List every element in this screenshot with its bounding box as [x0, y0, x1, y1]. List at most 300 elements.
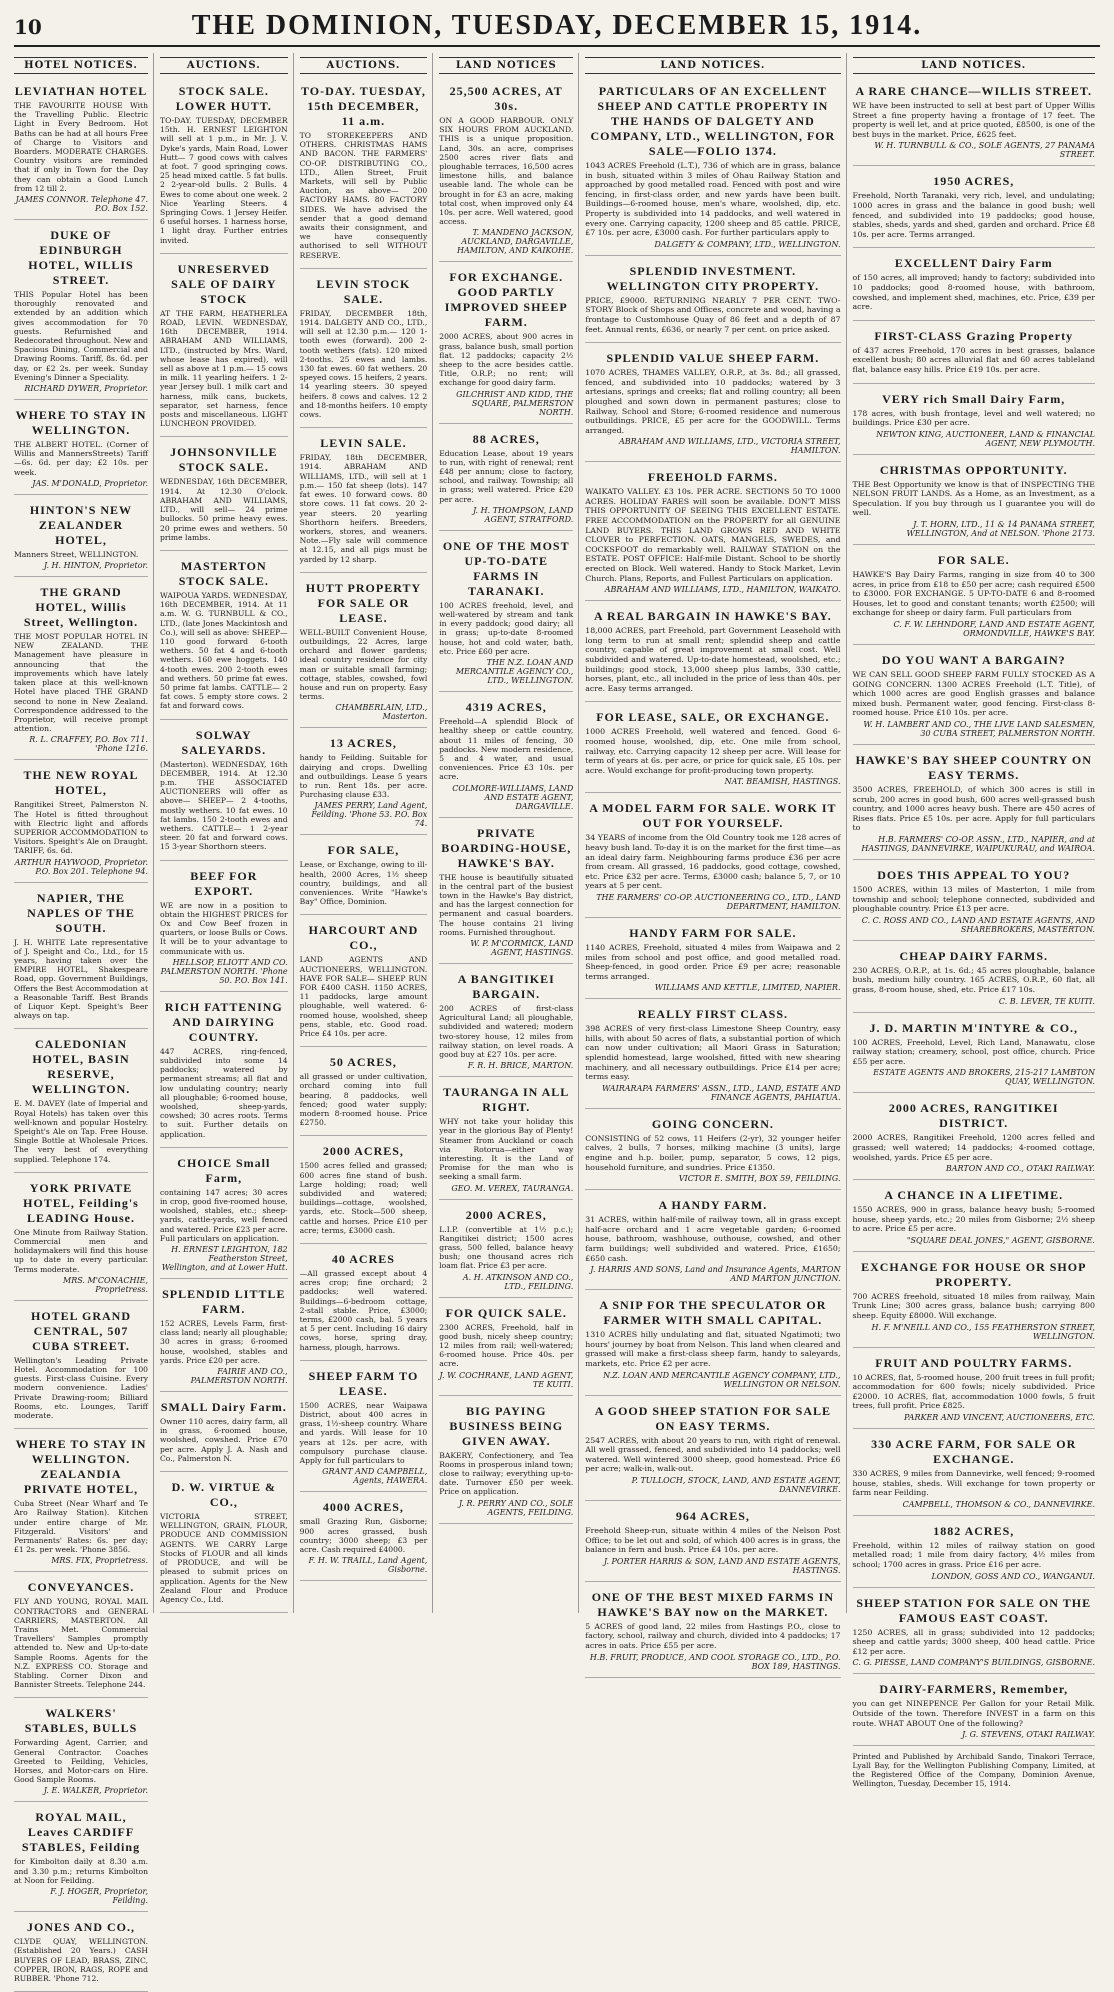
- ad-heading: A RARE CHANCE—WILLIS STREET.: [855, 84, 1092, 98]
- ad-signature: WILLIAMS AND KETTLE, LIMITED, NAPIER.: [654, 983, 841, 993]
- ad-signature: JAS. M'DONALD, Proprietor.: [32, 478, 148, 488]
- ad-body: 1250 ACRES, all in grass; subdivided into 12 paddocks; sheep and cattle yards; 3000 sheep, 400 head cattle. Price £12 per acre.: [852, 1627, 1095, 1656]
- ad-signature: ESTATE AGENTS AND BROKERS, 215-217 LAMBTON QUAY, WELLINGTON.: [873, 1068, 1095, 1087]
- ad-signature: PARKER AND VINCENT, AUCTIONEERS, ETC.: [904, 1413, 1095, 1423]
- advertisement: [14, 1576, 148, 1698]
- ad-heading: 50 ACRES,: [329, 1055, 397, 1070]
- advertisement: [585, 80, 840, 256]
- ad-body: handy to Feilding. Suitable for dairying and crops. Dwelling and outbuildings. Lease 5 years to run. Rent 18s. per acre. Purchasing clause £33.: [299, 753, 428, 800]
- advertisement: [14, 80, 148, 220]
- ad-signature: FAIRIE AND CO., PALMERSTON NORTH.: [190, 1367, 288, 1386]
- advertisement: [14, 1433, 148, 1572]
- section-heading-auctions-2: AUCTIONS.: [300, 57, 428, 74]
- ad-heading: NAPIER, THE NAPLES OF THE SOUTH.: [27, 890, 135, 935]
- ad-signature: J. T. HORN, LTD., 11 & 14 PANAMA STREET, WELLINGTON, And at NELSON. 'Phone 2173.: [906, 520, 1095, 539]
- ad-body: WEDNESDAY, 16th DECEMBER, 1914. At 12.30 O'clock. ABRAHAM AND WILLIAMS, LTD., will sell— 24 prime bullocks. 50 prime heavy ewes. 20 prime ewes and wethers. 50 prime lambs.: [160, 477, 288, 542]
- advertisement: [585, 1113, 840, 1190]
- ad-heading: TO-DAY. TUESDAY, 15th DECEMBER, 11 a.m.: [301, 84, 426, 128]
- ad-heading: CHOICE Small Farm,: [177, 1155, 271, 1185]
- ad-signature: J. R. PERRY AND CO., SOLE AGENTS, FEILDING.: [458, 1498, 574, 1517]
- advertisement: [439, 80, 573, 262]
- ad-signature: "SQUARE DEAL JONES," AGENT, GISBORNE.: [906, 1235, 1095, 1245]
- ad-body: 330 ACRES, 9 miles from Dannevirke, well fenced; 9-roomed house, stables, sheds. Will exchange for town property or farm near Feilding.: [852, 1469, 1095, 1498]
- ad-signature: WAIRARAPA FARMERS' ASSN., LTD., LAND, ESTATE AND FINANCE AGENTS, PAHIATUA.: [601, 1083, 841, 1102]
- ad-body: Owner 110 acres, dairy farm, all in grass, 6-roomed house, woolshed, cowshed. Price £70 per acre. Apply J. A. Nash and Co., Palmerston N.: [160, 1417, 288, 1463]
- advertisement: [585, 466, 840, 601]
- ad-heading: FOR SALE.: [937, 553, 1010, 568]
- advertisement: [14, 1702, 148, 1802]
- ad-body: 152 ACRES, Levels Farm, first-class land; nearly all ploughable; 30 acres in grass; 6-roomed house, woolshed, stables and yards. Price £20 per acre.: [160, 1319, 288, 1365]
- advertisement: [439, 1081, 573, 1199]
- advertisement: [160, 1152, 288, 1279]
- ad-body: 18,000 ACRES, part Freehold, part Government Leasehold with long term to run at small rent; splendid sheep and cattle country, capable of great improvement at small cost. Well subdivided and watered. Up-to-date homestead, woolshed, etc.; buildings; good stock, 13,000 sheep plus lambs, 330 cattle, horses, plant, etc., all included in the price of less than 40s. per acre. Easy terms arranged.: [585, 626, 841, 693]
- advertisement: [585, 797, 840, 918]
- advertisement: [853, 1678, 1095, 1746]
- ad-body: J. H. WHITE Late representative of J. Speight and Co., Ltd., for 15 years, having taken over the EMPIRE HOTEL, Shakespeare Road, opp. Government Buildings, Offers the Best Accommodation at a Reasonable Tariff. Best Brands of Liquor Kept. Speight's Beer always on tap.: [14, 937, 148, 1021]
- advertisement: [853, 1256, 1095, 1348]
- ad-body: FLY AND YOUNG, ROYAL MAIL CONTRACTORS and GENERAL CARRIERS, MASTERTON. All Trains Met. Commercial Travellers' Samples promptly attended to. New and Up-to-date Sample Rooms. Agents for the N.Z. EXPRESS CO. Storage and Stabling. Corner Dixon and Bannister Streets. Telephone 244.: [14, 1597, 148, 1690]
- ad-body: BAKERY, Confectionery, and Tea Rooms in prosperous inland town; close to railway; everything up-to-date. Turnover £50 per week. Price on application.: [439, 1450, 574, 1497]
- ad-heading: WHERE TO STAY IN WELLINGTON.: [15, 408, 147, 438]
- ad-body: WE are now in a position to obtain the HIGHEST PRICES for Ox and Cow Beef frozen in quarters, or loose Bulls or Cows. It will be to your advantage to communicate with us.: [160, 900, 288, 956]
- ad-heading: FOR QUICK SALE.: [445, 1305, 567, 1320]
- advertisement: [160, 1396, 288, 1472]
- column-land-notices: [439, 53, 579, 1613]
- ad-heading: 964 ACRES,: [675, 1508, 750, 1523]
- ad-body: L.I.P. (convertible at 1½ p.c.); Rangitikei district; 1500 acres grass, 500 felled, balance heavy bush; one thousand acres rich loam flat. Price £3 per acre.: [439, 1224, 574, 1271]
- ad-body: Cuba Street (Near Wharf and Te Aro Railway Station). Kitchen under entire charge of Mr. Fitzgerald. Visitors' and Permanents' Rates: 6s. per day; £1 2s. per week. 'Phone 3856.: [14, 1499, 148, 1555]
- advertisement: [439, 428, 573, 531]
- advertisement: [300, 1496, 428, 1581]
- advertisement: [585, 1400, 840, 1501]
- ad-heading: WALKERS' STABLES, BULLS: [24, 1706, 138, 1736]
- ad-body: 200 ACRES of first-class Agricultural Land; all ploughable, subdivided and watered; modern two-storey house, 12 miles from railway station, on level roads. A good buy at £27 10s. per acre.: [439, 1003, 574, 1059]
- ad-body: 1043 ACRES Freehold (L.T.), 736 of which are in grass, balance in bush, situated within 3 miles of Ohau Railway Station and approached by good metalled road. Fenced with post and wire fencing, in first-class order, and new yards have been built. Buildings—6-roomed house, men's whare, woolshed, dip, etc. Property is subdivided into 14 paddocks, and well watered in every one. Carrying capacity, 1200 sheep and 85 cattle. PRICE, £7 10s. per acre, £3000 cash. For further particulars apply to: [585, 161, 841, 238]
- ad-signature: J. G. STEVENS, OTAKI RAILWAY.: [962, 1730, 1095, 1740]
- ad-signature: COLMORE-WILLIAMS, LAND AND ESTATE AGENT, DARGAVILLE.: [452, 783, 574, 811]
- ad-body: WAIKATO VALLEY. £3 10s. PER ACRE. SECTIONS 50 TO 1000 ACRES. HOLIDAY FARES will soon be available. DON'T MISS THIS OPPORTUNITY OF SEEING THIS EXCELLENT ESTATE. FREE ACCOMMODATION on the PROPERTY for all GENUINE LAND BUYERS. THIS LAND GROWS RED AND WHITE CLOVER to PERFECTION. OATS, MANGELS, SWEDES, and COCKSFOOT do remarkably well. RAILWAY STATION on the ESTATE. POST OFFICE: Half-mile Distant. School to be shortly erected on Block. Well watered. Handy to Stock Market, Levin Church. Plans, Reports, and Fullest Particulars on application.: [585, 487, 841, 583]
- ad-signature: BARTON AND CO., OTAKI RAILWAY.: [945, 1164, 1095, 1174]
- ad-signature: F. R. H. BRICE, MARTON.: [467, 1061, 574, 1071]
- ad-body: (Masterton). WEDNESDAY, 16th DECEMBER, 1914. At 12.30 p.m. THE ASSOCIATED AUCTIONEERS will offer as above— SHEEP— 2 4-tooths, mostly wethers. 10 fat ewes. 10 fat lambs. 150 2-tooth ewes and wethers. CATTLE— 1 2-year steer. 20 fat and forward cows. 15 3-year Shorthorn steers.: [160, 759, 288, 852]
- ad-body: 1500 ACRES, within 13 miles of Masterton, 1 mile from township and school; telephone connected, subdivided and ploughable country. Price £13 per acre.: [852, 884, 1095, 914]
- ad-body: Freehold, North Taranaki, very rich, level, and undulating; 1000 acres in grass and the balance in good bush; well fenced, and subdivided into 19 paddocks; good house, stables, sheds, yards and shed, garden and orchard. Price £8 10s. per acre. Terms arranged.: [852, 191, 1095, 239]
- ad-heading: A MODEL FARM FOR SALE. WORK IT OUT FOR YOURSELF.: [589, 801, 837, 831]
- ad-body: PRICE, £9000. RETURNING NEARLY 7 PER CENT. TWO-STORY Block of Shops and Offices, concrete and wood, having a frontage to Customhouse Quay of 86 feet and a depth of 87 feet. Annual rents, £636, or nearly 7 per cent. on price asked.: [585, 295, 841, 334]
- advertisement: [14, 1916, 148, 1992]
- newspaper-title: THE DOMINION, TUESDAY, DECEMBER 15, 1914.: [191, 10, 923, 41]
- ad-signature: MRS. M'CONACHIE, Proprietress.: [63, 1275, 148, 1294]
- ad-body: 700 ACRES freehold, situated 18 miles from railway, Main Trunk Line; 300 acres grass, balance bush; carrying 800 sheep. Equity £8000. Will exchange.: [852, 1291, 1095, 1321]
- ad-heading: 330 ACRE FARM, FOR SALE OR EXCHANGE.: [871, 1437, 1077, 1467]
- advertisement: [14, 404, 148, 495]
- ad-signature: RICHARD DYWER, Proprietor.: [24, 384, 148, 394]
- ad-body: 3500 ACRES, FREEHOLD, of which 300 acres is still in scrub, 200 acres in good bush, 600 acres well-grassed bush country, and 1000 acres heavy bush. There are 450 acres of Rises flats. Price £5 10s. per acre. Apply for full particulars to: [852, 785, 1095, 833]
- ad-body: Wellington's Leading Private Hotel. Accommodation for 100 guests. First-class Cuisine. Every modern convenience. Ladies' Private Drawing-room; Billiard Rooms, etc. Lounges, Tariff moderate.: [14, 1355, 148, 1421]
- ad-heading: BIG PAYING BUSINESS BEING GIVEN AWAY.: [449, 1403, 564, 1448]
- ad-body: Education Lease, about 19 years to run, with right of renewal; rent £48 per annum; close to factory, school, and railway. Township; all in grass; well watered. Price £20 per acre.: [439, 448, 574, 504]
- section-heading-auctions: AUCTIONS.: [160, 57, 288, 74]
- page-number: 10: [14, 15, 42, 39]
- ad-body: THE house is beautifully situated in the central part of the busiest town in the Hawke's Bay district, and has the largest connection for permanent and casual boarders. The house contains 21 living rooms. Furnished throughout.: [439, 872, 574, 937]
- advertisement: [300, 1248, 428, 1361]
- advertisement: [160, 996, 288, 1148]
- ad-body: TO STOREKEEPERS AND OTHERS. CHRISTMAS HAMS AND BACON. THE FARMERS' CO-OP. DISTRIBUTING CO., LTD., Allen Street, Fruit Markets, will sell by Public Auction, as above— 200 FACTORY HAMS. 80 FACTORY SIDES. We have advised the sender that a good demand awaits their consignment, and we have consequently authorised to sell WITHOUT RESERVE.: [299, 131, 428, 260]
- ad-heading: A SNIP FOR THE SPECULATOR OR FARMER WITH SMALL CAPITAL.: [599, 1298, 827, 1328]
- ad-heading: CHRISTMAS OPPORTUNITY.: [879, 462, 1068, 477]
- ad-body: Freehold—A splendid Block of healthy sheep or cattle country, about 11 miles of fencing, 30 paddocks. New modern residence, 5 and 4 water, and usual conveniences. Price £3 10s. per acre.: [439, 717, 574, 782]
- ad-signature: HELLSOP, ELIOTT AND CO. PALMERSTON NORTH. 'Phone 50. P.O. Box 141.: [160, 957, 288, 985]
- ad-body: 398 ACRES of very first-class Limestone Sheep Country, easy hills, with about 50 acres of flats, a substantial portion of which can now under cultivation; all Maori Grass in Saturation; splendid homestead, large woolshed, fitted with new shearing machinery, and all necessary outbuildings. Price £14 per acre; terms easy.: [585, 1024, 841, 1082]
- column-land-notices-2: [585, 53, 846, 1671]
- ad-signature: J. PORTER HARRIS & SON, LAND AND ESTATE AGENTS, HASTINGS.: [603, 1556, 841, 1575]
- ad-signature: THE FARMERS' CO-OP. AUCTIONEERING CO., LTD., LAND DEPARTMENT, HAMILTON.: [596, 892, 841, 911]
- advertisement: [14, 224, 148, 400]
- ad-heading: 40 ACRES: [331, 1252, 395, 1267]
- advertisement: [853, 749, 1095, 860]
- ad-body: 230 ACRES, O.R.P., at 1s. 6d.; 45 acres ploughable, balance bush, medium hilly country. 165 ACRES, O.R.P., 60 flat, all grass, 8-room house, shed, etc. Price £17 10s.: [852, 965, 1095, 994]
- ad-heading: A BANGITIKEI BARGAIN.: [457, 971, 555, 1001]
- advertisement: [853, 80, 1095, 166]
- ad-body: 34 YEARS of income from the Old Country took me 128 acres of heavy bush land. To-day it is on the market for the first time—as an ideal dairy farm. Neighbouring farms produce £36 per acre from cream. All grassed, 16 paddocks, good cottage, cowshed, etc. Price £32 per acre. Terms, £3000 cash; balance 5, 7, or 10 years at 5 per cent.: [585, 833, 841, 891]
- ad-heading: SPLENDID LITTLE FARM.: [162, 1287, 286, 1317]
- ad-heading: YORK PRIVATE HOTEL, Feilding's LEADING House.: [23, 1180, 139, 1225]
- column-auctions-2: [300, 53, 434, 1613]
- ad-body: Freehold, within 12 miles of railway station on good metalled road; 1 mile from dairy factory, 4½ miles from school; 1700 acres in grass. Price £16 per acre.: [852, 1540, 1095, 1569]
- advertisement: [160, 1283, 288, 1392]
- ad-heading: SOLWAY SALEYARDS.: [181, 727, 267, 757]
- advertisement: [14, 1177, 148, 1301]
- ad-body: you can get NINEPENCE Per Gallon for your Retail Milk. Outside of the town. Therefore INVEST in a farm on this route. WHAT ABOUT One of the following?: [852, 1699, 1095, 1728]
- ad-signature: GILCHRIST AND KIDD, THE SQUARE, PALMERSTON NORTH.: [456, 389, 574, 417]
- ad-signature: ARTHUR HAYWOOD, Proprietor. P.O. Box 201. Telephone 94.: [14, 857, 148, 876]
- advertisement: [160, 1476, 288, 1613]
- ad-body: 2547 ACRES, with about 20 years to run, with right of renewal. All well grassed, fenced, and subdivided into 14 paddocks; well watered. Well wintered 3000 sheep, good homestead. Price £6 per acre; walk-in, walk-out.: [585, 1435, 841, 1474]
- ad-heading: A GOOD SHEEP STATION FOR SALE ON EASY TERMS.: [594, 1403, 832, 1433]
- ad-signature: H. F. M'NEILL AND CO., 155 FEATHERSTON STREET, WELLINGTON.: [871, 1322, 1095, 1341]
- advertisement: [14, 499, 148, 577]
- advertisement: [439, 696, 573, 817]
- advertisement: [585, 260, 840, 343]
- ad-heading: HINTON'S NEW ZEALANDER HOTEL,: [29, 502, 133, 547]
- advertisement: [585, 706, 840, 793]
- advertisement: [160, 865, 288, 992]
- advertisement: [439, 1302, 573, 1396]
- section-heading-land-2: LAND NOTICES.: [585, 57, 840, 74]
- ad-body: One Minute from Railway Station. Commercial men and holidaymakers will find this house up to date in every particular. Terms moderate.: [14, 1227, 148, 1274]
- ad-heading: 88 ACRES,: [472, 431, 540, 446]
- advertisement: [160, 724, 288, 861]
- masthead: [14, 10, 1100, 47]
- ad-body: 1550 ACRES, 900 in grass, balance heavy bush; 5-roomed house, sheep yards, etc.; 20 miles from Gisborne; 2½ sheep to acre. Price £5 per acre.: [852, 1205, 1095, 1234]
- ad-body: FRIDAY, 18th DECEMBER, 1914. ABRAHAM AND WILLIAMS, LTD., will sell at 1 p.m.— 150 fat sheep (lots). 147 fat ewes. 10 forward cows. 80 store cows. 11 fat cows. 20 2-year steers. 20 yearling Shorthorn heifers. Breeders, workers, stores, and weaners. Note.—Fly sale will commence at 12.15, and all pigs must be yarded by 12 sharp.: [299, 453, 428, 564]
- ad-heading: CALEDONIAN HOTEL, BASIN RESERVE, WELLINGTON.: [31, 1037, 131, 1097]
- ad-signature: J. H. THOMPSON, LAND AGENT, STRATFORD.: [472, 505, 574, 524]
- ad-signature: J. HARRIS AND SONS, Land and Insurance Agents, MARTON AND MARTON JUNCTION.: [590, 1265, 841, 1284]
- ad-body: 1070 ACRES, THAMES VALLEY, O.R.P., at 3s. 8d.; all grassed, fenced, and subdivided into 10 paddocks; watered by 3 artesians, springs and creeks; flat and rolling country; all been ploughed and sown down in permanent pastures; close to Railway, School and Store; 6-roomed residence and numerous outbuildings. PRICE, £5 per acre for the GOODWILL. Terms arranged.: [585, 368, 841, 435]
- advertisement: [300, 732, 428, 835]
- column-land-notices-3: [852, 53, 1100, 1789]
- advertisement: [300, 80, 428, 269]
- advertisement: [585, 922, 840, 999]
- ad-body: 100 ACRES, Freehold, Level, Rich Land, Manawatu, close railway station; creamery, school, post office, church. Price £55 per acre.: [852, 1037, 1095, 1066]
- ad-signature: C. C. ROSS AND CO., LAND AND ESTATE AGENTS, AND SHAREBROKERS, MASTERTON.: [861, 915, 1095, 934]
- ad-heading: ROYAL MAIL, Leaves CARDIFF STABLES, Feilding: [21, 1810, 141, 1855]
- ad-heading: 1950 ACRES,: [933, 174, 1015, 189]
- advertisement: [160, 80, 288, 254]
- advertisement: [300, 1140, 428, 1244]
- ad-heading: REALLY FIRST CLASS.: [637, 1007, 789, 1022]
- advertisement: [14, 887, 148, 1030]
- ad-heading: RICH FATTENING AND DAIRYING COUNTRY.: [164, 999, 283, 1044]
- ad-body: for Kimbolton daily at 8.30 a.m. and 3.30 p.m.; returns Kimbolton at Noon for Feilding.: [14, 1857, 148, 1885]
- ad-signature: ABRAHAM AND WILLIAMS, LTD., HAMILTON, WAIKATO.: [604, 585, 841, 595]
- ad-heading: UNRESERVED SALE OF DAIRY STOCK: [171, 261, 277, 306]
- advertisement: [853, 864, 1095, 941]
- ad-heading: BEEF FOR EXPORT.: [190, 868, 258, 898]
- ad-body: 2000 ACRES, Rangitikei Freehold, 1200 acres felled and grassed; well watered; 14 paddocks; 4-roomed cottage, woolshed, yards. Price £5 per acre.: [852, 1133, 1095, 1162]
- ad-heading: LEVIATHAN HOTEL: [14, 84, 148, 98]
- ad-heading: HANDY FARM FOR SALE.: [629, 925, 797, 940]
- ad-heading: FRUIT AND POULTRY FARMS.: [875, 1355, 1073, 1370]
- ad-heading: HOTEL GRAND CENTRAL, 507 CUBA STREET.: [30, 1308, 131, 1353]
- ad-heading: TAURANGA IN ALL RIGHT.: [443, 1085, 570, 1115]
- ad-heading: 4000 ACRES,: [322, 1500, 404, 1515]
- ad-heading: DO YOU WANT A BARGAIN?: [881, 653, 1066, 668]
- ad-body: 100 ACRES freehold, level, and well-watered by stream and tank in every paddock; good dairy; all in grass; up-to-date 8-roomed house, hot and cold water, bath, etc. Price £60 per acre.: [439, 600, 574, 656]
- ad-heading: SPLENDID VALUE SHEEP FARM.: [606, 351, 820, 366]
- ad-signature: LONDON, GOSS AND CO., WANGANUI.: [931, 1571, 1095, 1581]
- advertisement: [14, 1305, 148, 1429]
- advertisement: [160, 258, 288, 438]
- ad-heading: THE GRAND HOTEL, Willis Street, Wellington.: [23, 585, 139, 630]
- advertisement: [585, 1586, 840, 1678]
- column-auctions: [160, 53, 294, 1613]
- ad-heading: A CHANCE IN A LIFETIME.: [884, 1188, 1064, 1203]
- ad-heading: FOR SALE,: [327, 843, 400, 858]
- ad-heading: DOES THIS APPEAL TO YOU?: [877, 867, 1071, 882]
- ad-heading: FOR LEASE, SALE, OR EXCHANGE.: [596, 710, 830, 725]
- ad-body: 1500 acres felled and grassed; 600 acres fine stand of bush. Large holding; road; well subdivided and watered; buildings—cottage, woolshed, yards, etc. Stock—500 sheep, cattle and horses. Price £10 per acre; terms, £3000 cash.: [299, 1161, 428, 1235]
- ad-signature: THE N.Z. LOAN AND MERCANTILE AGENCY CO., LTD., WELLINGTON.: [455, 658, 574, 686]
- ad-heading: A HANDY FARM.: [658, 1198, 768, 1213]
- ad-signature: NEWTON KING, AUCTIONEER, LAND & FINANCIAL AGENT, NEW PLYMOUTH.: [876, 429, 1095, 448]
- ad-signature: W. H. LAMBERT AND CO., THE LIVE LAND SALESMEN, 30 CUBA STREET, PALMERSTON NORTH.: [863, 720, 1095, 738]
- ad-heading: MASTERTON STOCK SALE.: [178, 558, 269, 588]
- advertisement: [439, 266, 573, 423]
- ad-signature: GEO. M. VEREX, TAURANGA.: [451, 1183, 574, 1193]
- ad-heading: HUTT PROPERTY FOR SALE OR LEASE.: [305, 580, 422, 625]
- advertisement: [160, 441, 288, 550]
- advertisement: [853, 459, 1095, 545]
- ad-body: VICTORIA STREET, WELLINGTON, GRAIN, FLOUR, PRODUCE AND COMMISSION AGENTS. WE CARRY Large Stocks of FLOUR and all kinds of PRODUCE, and will be pleased to submit prices on application. Agents for the New Zealand Flour and Produce Agency Co., Ltd.: [160, 1512, 288, 1604]
- ad-signature: DALGETY & COMPANY, LTD., WELLINGTON.: [654, 239, 841, 249]
- ad-body: WAIPOUA YARDS. WEDNESDAY, 16th DECEMBER, 1914. At 11 a.m. W. G. TURNBULL & CO., LTD., (late Jones Mackintosh and Co.), will sell as above: SHEEP— 110 good forward 6-tooth wethers. 50 fat 4 and 6-tooth wethers. 160 ewe hoggets. 140 4-tooth ewes. 200 2-tooth ewes and wethers. 50 prime fat ewes. 50 prime fat lambs. CATTLE— 2 fat cows. 5 empty store cows. 2 fat and forward cows.: [160, 590, 288, 711]
- advertisement: [853, 1184, 1095, 1252]
- ad-heading: JONES AND CO.,: [26, 1920, 135, 1935]
- ad-body: WE have been instructed to sell at best part of Upper Willis Street a fine property having a frontage of 17 feet. The property is well let, and at price quoted, £8500, is one of the best buys in the market. Price, £625 feet.: [852, 101, 1095, 139]
- ad-heading: FOR EXCHANGE. GOOD PARTLY IMPROVED SHEEP FARM.: [444, 270, 568, 330]
- ad-body: all grassed or under cultivation, orchard coming into full bearing, 8 paddocks, well fenced; good water supply; modern 8-roomed house. Price £2750.: [299, 1072, 428, 1128]
- ad-heading: 2000 ACRES, RANGITIKEI DISTRICT.: [888, 1101, 1059, 1131]
- ad-body: WELL-BUILT Convenient House, outbuildings, 22 Acres, large orchard and flower gardens; ideal country residence for city man or suitable small farming; cottage, stables, cowshed, fowl house and run on property. Easy terms.: [299, 627, 428, 702]
- ad-body: 31 ACRES, within half-mile of railway town, all in grass except half-acre orchard and 1 acre vegetable garden; 6-roomed house, bathroom, washhouse, outhouse, cowshed, and other farm buildings; well subdivided and watered. Price, £1650; £650 cash.: [585, 1215, 841, 1263]
- ad-heading: FREEHOLD FARMS.: [647, 470, 778, 485]
- ad-body: 5 ACRES of good land, 22 miles from Hastings P.O., close to factory, school, railway and church, divided into 4 paddocks; 17 acres in oats. Price £55 per acre.: [585, 1621, 841, 1650]
- ad-heading: 1882 ACRES,: [933, 1523, 1015, 1538]
- advertisement: [853, 945, 1095, 1013]
- advertisement: [853, 388, 1095, 455]
- ad-body: FRIDAY, DECEMBER 18th, 1914. DALGETY AND CO., LTD., will sell at 12.30 p.m.— 120 1-tooth ewes (forward). 200 2-tooth wethers (fats). 120 mixed 2-tooths. 25 ewes and lambs. 130 fat ewes. 60 fat wethers. 20 speyed cows. 15 heifers, 2 years. 14 yearling steers. 30 speyed heifers. 8 cows and calves. 12 2 and 18-months heifers. 10 empty cows.: [299, 308, 428, 420]
- ad-heading: SHEEP STATION FOR SALE ON THE FAMOUS EAST COAST.: [856, 1595, 1092, 1625]
- ad-body: 2300 ACRES, Freehold, half in good bush, nicely sheep country; 12 miles from rail; well-watered; 6-roomed house. Price 40s. per acre.: [439, 1322, 574, 1369]
- ad-signature: W. P. M'CORMICK, LAND AGENT, HASTINGS.: [470, 938, 574, 957]
- advertisement: [853, 549, 1095, 645]
- advertisement: [14, 1033, 148, 1172]
- ad-body: small Grazing Run, Gisborne; 900 acres grassed, bush country; 3000 sheep; £3 per acre. Cash required £4000.: [299, 1517, 428, 1554]
- advertisement: [585, 1294, 840, 1395]
- ad-heading: LEVIN SALE.: [320, 436, 407, 451]
- ad-body: CLYDE QUAY, WELLINGTON. (Established 20 Years.) CASH BUYERS OF LEAD, BRASS, ZINC, COPPER, IRON, RAGS, ROPE and RUBBER. 'Phone 712.: [14, 1937, 148, 1983]
- advertisement: [439, 1400, 573, 1524]
- ad-signature: CHAMBERLAIN, LTD., Masterton.: [335, 703, 428, 722]
- ad-body: 1500 ACRES, near Waipawa District, about 400 acres in grass, 1½-sheep country. Whare and yards. Will lease for 10 years at 12s. per acre, with compulsory purchase clause. Apply for full particulars to: [299, 1400, 428, 1466]
- advertisement: [300, 273, 428, 428]
- ad-body: 1140 ACRES, Freehold, situated 4 miles from Waipawa and 2 miles from school and post office, and good metalled road. Sheep-fenced, in good order. Price £9 per acre; reasonable terms arranged.: [585, 942, 841, 981]
- ad-heading: PRIVATE BOARDING-HOUSE, HAWKE'S BAY.: [441, 825, 572, 870]
- ad-body: THE Best Opportunity we know is that of INSPECTING THE NELSON FRUIT LANDS. As a Home, as an Investment, as a Speculation. If you buy through us I guarantee you will do well.: [852, 479, 1095, 518]
- advertisement: [300, 432, 428, 572]
- advertisement: [853, 325, 1095, 384]
- advertisement: [853, 1352, 1095, 1429]
- advertisement: [300, 839, 428, 915]
- publisher-imprint: Printed and Published by Archibald Sando, Tinakori Terrace, Lyall Bay, for the Wellington Publishing Company, Limited, at the Registered Office of the Company, Dominion Avenue, Wellington, Tuesday, December 15, 1914.: [852, 1752, 1095, 1789]
- advertisement: [439, 535, 573, 692]
- ad-heading: HARCOURT AND CO.,: [308, 923, 419, 953]
- ad-body: Forwarding Agent, Carrier, and General Contractor. Coaches Greeted to Feilding, Vehicles, Horses, and Motor-cars on Hire. Good Sample Rooms.: [14, 1738, 148, 1785]
- ad-body: of 150 acres, all improved; handy to factory; subdivided into 10 paddocks; good 8-roomed house, with bathroom, cowshed, and implement shed, machines, etc. Price, £39 per acre.: [852, 273, 1095, 312]
- ad-body: THE MOST POPULAR HOTEL IN NEW ZEALAND. THE Management have pleasure in announcing that the improvements which have lately taken place at this well-known Hotel have placed THE GRAND second to none in New Zealand. Correspondence addressed to the Proprietor, will receive prompt attention.: [14, 632, 148, 734]
- ad-signature: P. TULLOCH, STOCK, LAND, AND ESTATE AGENT, DANNEVIRKE.: [631, 1475, 841, 1494]
- ad-body: THE FAVOURITE HOUSE With the Travelling Public. Electric Light in Every Bedroom. Hot Baths can be had at all hours Free of Charge to Visitors and Boarders. MODERATE CHARGES. Country visitors are reminded that if only in Town for the Day they can obtain a Good Lunch from 12 till 2.: [14, 101, 148, 193]
- ad-body: CONSISTING of 52 cows, 11 Heifers (2-yr), 32 younger heifer calves, 2 bulls, 7 horses, milking machine (3 units), large engine and h.p. boiler, pump, separator, 5 cows, 12 pigs, household furniture, and sundries. Price £1350.: [585, 1133, 841, 1172]
- ad-body: 1000 ACRES Freehold, well watered and fenced. Good 6-roomed house, woolshed, dip, etc. One mile from school, railway, etc. Carrying capacity 12 sheep per acre. Will lease for term of years at 6s. per acre, or price for quick sale, £5 10s. per acre. Would exchange for profit-producing town property.: [585, 727, 841, 775]
- advertisement: [14, 1806, 148, 1912]
- ad-heading: ONE OF THE BEST MIXED FARMS IN HAWKE'S BAY now on the MARKET.: [591, 1589, 834, 1619]
- ad-heading: D. W. VIRTUE & CO.,: [171, 1480, 276, 1510]
- ad-signature: JAMES PERRY, Land Agent, Feilding. 'Phone 53. P.O. Box 74.: [311, 801, 428, 829]
- advertisement: [585, 1194, 840, 1290]
- ad-signature: T. MANDENO JACKSON, AUCKLAND, DARGAVILLE, HAMILTON, AND KAIKOHE.: [457, 228, 574, 256]
- advertisement: [300, 1051, 428, 1136]
- ad-signature: J. H. HINTON, Proprietor.: [43, 561, 148, 571]
- ad-signature: F. H. W. TRAILL, Land Agent, Gisborne.: [308, 1556, 428, 1575]
- ad-body: WHY not take your holiday this year in the glorious Bay of Plenty! Steamer from Auckland or coach via Rotorua—either way interesting. It is the Land of Promise for the man who is seeking a small farm.: [439, 1117, 574, 1182]
- section-heading-hotel: HOTEL NOTICES.: [14, 57, 148, 74]
- advertisement: [14, 581, 148, 760]
- ad-heading: EXCHANGE FOR HOUSE OR SHOP PROPERTY.: [861, 1259, 1087, 1289]
- ad-heading: LEVIN STOCK SALE.: [316, 276, 411, 306]
- ad-heading: JOHNSONVILLE STOCK SALE.: [170, 445, 278, 475]
- advertisement: [853, 1433, 1095, 1516]
- ad-body: LAND AGENTS AND AUCTIONEERS, WELLINGTON. HAVE FOR SALE— SHEEP RUN FOR £400 CASH. 1150 ACRES, 11 paddocks, large amount ploughable, well watered. 6-roomed house, woolshed, sheep pens, stable, etc. Good road. Price £4 10s. per acre.: [299, 955, 428, 1038]
- advertisement: [853, 1097, 1095, 1180]
- ad-heading: SMALL Dairy Farm.: [160, 1400, 287, 1415]
- ad-signature: J. W. COCHRANE, LAND AGENT, TE KUITI.: [439, 1370, 574, 1389]
- column-hotel-notices: [14, 53, 154, 1983]
- advertisement: [853, 1592, 1095, 1675]
- ad-signature: C. G. PIESSE, LAND COMPANY'S BUILDINGS, GISBORNE.: [852, 1658, 1095, 1668]
- ad-body: E. M. DAVEY (late of Imperial and Royal Hotels) has taken over this well-known and popular Hostelry. Speight's Ale on Tap. Free House. Single Bottle at Wholesale Prices. The very best of everything supplied. Telephone 174.: [14, 1099, 148, 1164]
- ad-body: containing 147 acres; 30 acres in crop, good five-roomed house, woolshed, stables, etc.; sheep-yards, cattle-yards, well fenced and watered. Price £23 per acre. Full particulars on application.: [160, 1187, 288, 1243]
- ad-signature: NAT. BEAMISH, HASTINGS.: [724, 777, 841, 787]
- section-heading-land: LAND NOTICES: [439, 57, 573, 74]
- advertisement: [853, 252, 1095, 320]
- ad-signature: H.B. FARMERS' CO-OP. ASSN., LTD., NAPIER, and at HASTINGS, DANNEVIRKE, WAIPUKURAU, and WAIROA.: [861, 834, 1095, 853]
- ad-body: 2000 ACRES, about 900 acres in grass, balance bush, small portion flat. 12 paddocks; capacity 2½ sheep to the acre besides cattle. Title, O.R.P.; no rent; will exchange for good dairy farm.: [439, 332, 574, 388]
- ad-signature: JAMES CONNOR. Telephone 47. P.O. Box 152.: [15, 195, 148, 214]
- ad-heading: ONE OF THE MOST UP-TO-DATE FARMS IN TARANAKI.: [442, 538, 570, 598]
- ad-signature: F. J. HOGER, Proprietor, Feilding.: [50, 1887, 148, 1906]
- ad-signature: N.Z. LOAN AND MERCANTILE AGENCY COMPANY, LTD., WELLINGTON OR NELSON.: [603, 1370, 841, 1389]
- ad-heading: 4319 ACRES,: [465, 700, 547, 715]
- ad-signature: C. B. LEVER, TE KUITI.: [998, 996, 1095, 1006]
- ad-signature: CAMPBELL, THOMSON & CO., DANNEVIRKE.: [902, 1499, 1095, 1509]
- ad-body: of 437 acres Freehold, 170 acres in best grasses, balance excellent bush; 80 acres alluvial flat and 60 acres tableland flat, balance easy hills. Price £19 10s. per acre.: [852, 345, 1095, 374]
- ad-heading: SPLENDID INVESTMENT. WELLINGTON CITY PROPERTY.: [606, 263, 820, 293]
- ad-heading: EXCELLENT Dairy Farm: [894, 256, 1053, 271]
- advertisement: [160, 555, 288, 720]
- ad-heading: STOCK SALE. LOWER HUTT.: [175, 84, 272, 113]
- ad-body: AT THE FARM, HEATHERLEA ROAD, LEVIN. WEDNESDAY, 16th DECEMBER, 1914. ABRAHAM AND WILLIAMS, LTD., (instructed by Mrs. Ward, whose lease has expired), will sell as above at 1 p.m.— 15 cows in milk. 11 yearling heifers. 1 2-year Jersey bull. 1 milk cart and harness, milk cans, buckets, separator, set harness, fence posts and miscellaneous. LIGHT LUNCHEON PROVIDED.: [160, 308, 288, 429]
- advertisement: [585, 605, 840, 702]
- ad-signature: H. ERNEST LEIGHTON, 182 Featherston Street, Wellington, and at Lower Hutt.: [161, 1245, 288, 1273]
- advertisement: [14, 764, 148, 882]
- advertisement: [853, 649, 1095, 745]
- ad-signature: C. F. W. LEHNDORF, LAND AND ESTATE AGENT, ORMONDVILLE, HAWKE'S BAY.: [893, 620, 1095, 639]
- ad-heading: A REAL BARGAIN IN HAWKE'S BAY.: [593, 609, 832, 624]
- advertisement: [853, 1520, 1095, 1588]
- ad-signature: VICTOR E. SMITH, BOX 59, FEILDING.: [678, 1174, 841, 1184]
- ad-heading: J. D. MARTIN M'INTYRE & CO.,: [869, 1020, 1079, 1035]
- ad-body: 10 ACRES, flat, 5-roomed house, 200 fruit trees in full profit; accommodation for 600 fowls; nicely subdivided. Price £2000. 10 ACRES, flat, accommodation 1000 fowls, 5 fruit trees, full profit. Price £825.: [852, 1372, 1095, 1411]
- advertisement: [300, 1365, 428, 1492]
- advertisement: [853, 1017, 1095, 1094]
- ad-body: 1310 ACRES hilly undulating and flat, situated Ngatimoti; two hours' journey by boat from Nelson. This land when cleared and grassed will make a first-class sheep farm, handy to saleyards, markets, etc. Price £2 per acre.: [585, 1330, 841, 1368]
- ad-heading: PARTICULARS OF AN EXCELLENT SHEEP AND CATTLE PROPERTY IN THE HANDS OF DALGETY AND COMPANY, LTD., WELLINGTON, FOR SALE—FOLIO 1374.: [590, 84, 836, 158]
- ad-signature: J. E. WALKER, Proprietor.: [43, 1786, 148, 1796]
- ad-heading: CHEAP DAIRY FARMS.: [899, 948, 1049, 963]
- columns: [14, 53, 1100, 1983]
- ad-signature: R. L. CRAFFEY, P.O. Box 711. 'Phone 1216.: [29, 735, 148, 754]
- advertisement: [439, 968, 573, 1077]
- advertisement: [585, 1003, 840, 1109]
- advertisement: [439, 1204, 573, 1298]
- ad-heading: CONVEYANCES.: [27, 1580, 135, 1595]
- ad-body: Manners Street, WELLINGTON.: [14, 549, 139, 559]
- advertisement: [300, 919, 428, 1047]
- ad-heading: 13 ACRES,: [329, 736, 397, 751]
- ad-body: TO-DAY. TUESDAY, DECEMBER 15th. H. ERNEST LEIGHTON will sell at 1 p.m., in Mr. J. V. Dyke's yards, Main Road, Lower Hutt— 7 good cows with calves at foot. 7 good springing cows. 25 head mixed cattle. 5 fat bulls. 2 2-year-old bulls. 2 Bulls. 4 Ewes to come about one week. 2 Nice Yearling Steers. 4 Springing Cows. 1 Jersey Heifer. 6 useful horses. 1 harness horse, 1 light dray. Further entries invited.: [160, 116, 288, 245]
- ad-heading: WHERE TO STAY IN WELLINGTON. ZEALANDIA PRIVATE HOTEL,: [15, 1437, 147, 1497]
- ad-body: 447 ACRES, ring-fenced, subdivided into some 14 paddocks; watered by permanent streams; all flat and low undulating country; nearly all ploughable; 6-roomed house, woolshed, sheep-yards, cowshed; 30 acres roots. Terms to suit. Further details on application.: [160, 1046, 288, 1139]
- ad-body: —All grassed except about 4 acres crop; fine orchard; 2 paddocks; well watered. Buildings—6-bedroom cottage, 2-stall stable. Price, £3000; terms, £2000 cash, bal. 5 years at 5 per cent. Including 16 dairy cows, horse, spring dray, harness, plough, harrows.: [299, 1269, 428, 1352]
- ad-signature: W. H. TURNBULL & CO., SOLE AGENTS, 27 PANAMA STREET.: [874, 141, 1095, 160]
- ad-signature: H.B. FRUIT, PRODUCE, AND COOL STORAGE CO., LTD., P.O. BOX 189, HASTINGS.: [589, 1652, 841, 1671]
- ad-heading: GOING CONCERN.: [651, 1116, 774, 1131]
- ad-heading: DAIRY-FARMERS, Remember,: [879, 1682, 1069, 1697]
- ad-heading: 2000 ACRES,: [322, 1144, 404, 1159]
